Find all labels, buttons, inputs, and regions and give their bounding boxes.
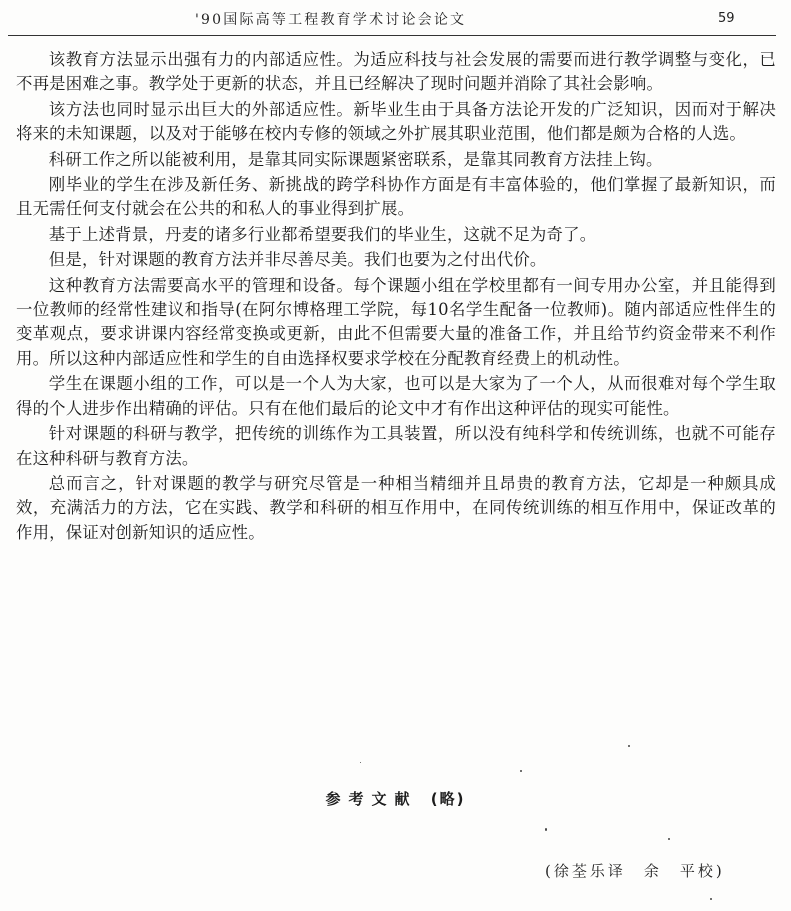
scan-speck (360, 762, 361, 763)
running-header-title: '90国际高等工程教育学术讨论会论文 (195, 12, 467, 28)
paragraph: 但是，针对课题的教育方法并非尽善尽美。我们也要为之付出代价。 (48, 250, 547, 270)
references-note: (略) (430, 790, 466, 808)
paragraph: 该教育方法显示出强有力的内部适应性。为适应科技与社会发展的需要而进行教学调整与变化，已不再是困难之事。教学处于更新的状态，并且已经解决了现时问题并消除了其社会影响。 (16, 50, 776, 94)
paragraph: 总而言之，针对课题的教学与研究尽管是一种相当精细并且昂贵的教育方法，它却是一种颇具成效，充满活力的方法，它在实践、教学和科研的相互作用中，在同传统训练的相互作用中，保证改革的作用，保证对创新知识的适应性。 (16, 473, 776, 542)
scan-speck (520, 770, 522, 772)
scan-speck (545, 828, 547, 831)
body-text (16, 48, 776, 546)
paragraph: 这种教育方法需要高水平的管理和设备。每个课题小组在学校里都有一间专用办公室，并且能得到一位教师的经常性建议和指导(在阿尔博格理工学院，每10名学生配备一位教师)。随内部适应性伴生的变革观点，要求讲课内容经常变换或更新，由此不但需要大量的准备工作，并且给节约资金带来不利作用。所以这种内部适应性和学生的自由选择权要求学校在分配教育经费上的机动性。 (16, 275, 776, 368)
scan-speck (628, 745, 630, 747)
references-title: 参考文献 (325, 790, 418, 808)
paragraph: 该方法也同时显示出巨大的外部适应性。新毕业生由于具备方法论开发的广泛知识，因而对于解决将来的未知课题，以及对于能够在校内专修的领域之外扩展其职业范围，他们都是颇为合格的人选。 (16, 99, 776, 144)
paragraph: 科研工作之所以能被利用，是靠其同实际课题紧密联系，是靠其同教育方法挂上钩。 (48, 149, 663, 169)
header-rule (8, 35, 776, 36)
page-header (0, 0, 791, 40)
paragraph: 学生在课题小组的工作，可以是一个人为大家，也可以是大家为了一个人，从而很难对每个学生取得的个人进步作出精确的评估。只有在他们最后的论文中才有作出这种评估的现实可能性。 (16, 374, 776, 418)
page-number: 59 (718, 11, 735, 26)
paragraph: 刚毕业的学生在涉及新任务、新挑战的跨学科协作方面是有丰富体验的，他们掌握了最新知识，而且无需任何支付就会在公共的和私人的事业得到扩展。 (16, 175, 776, 219)
scan-speck (710, 898, 712, 900)
scan-speck (668, 838, 670, 840)
references-heading (0, 788, 791, 809)
translator-credit: (徐荃乐译 余 平校) (545, 862, 725, 880)
paragraph: 针对课题的科研与教学，把传统的训练作为工具装置，所以没有纯科学和传统训练，也就不可能存在这种科研与教育方法。 (16, 424, 776, 468)
paragraph: 基于上述背景，丹麦的诸多行业都希望要我们的毕业生，这就不足为奇了。 (48, 224, 597, 244)
